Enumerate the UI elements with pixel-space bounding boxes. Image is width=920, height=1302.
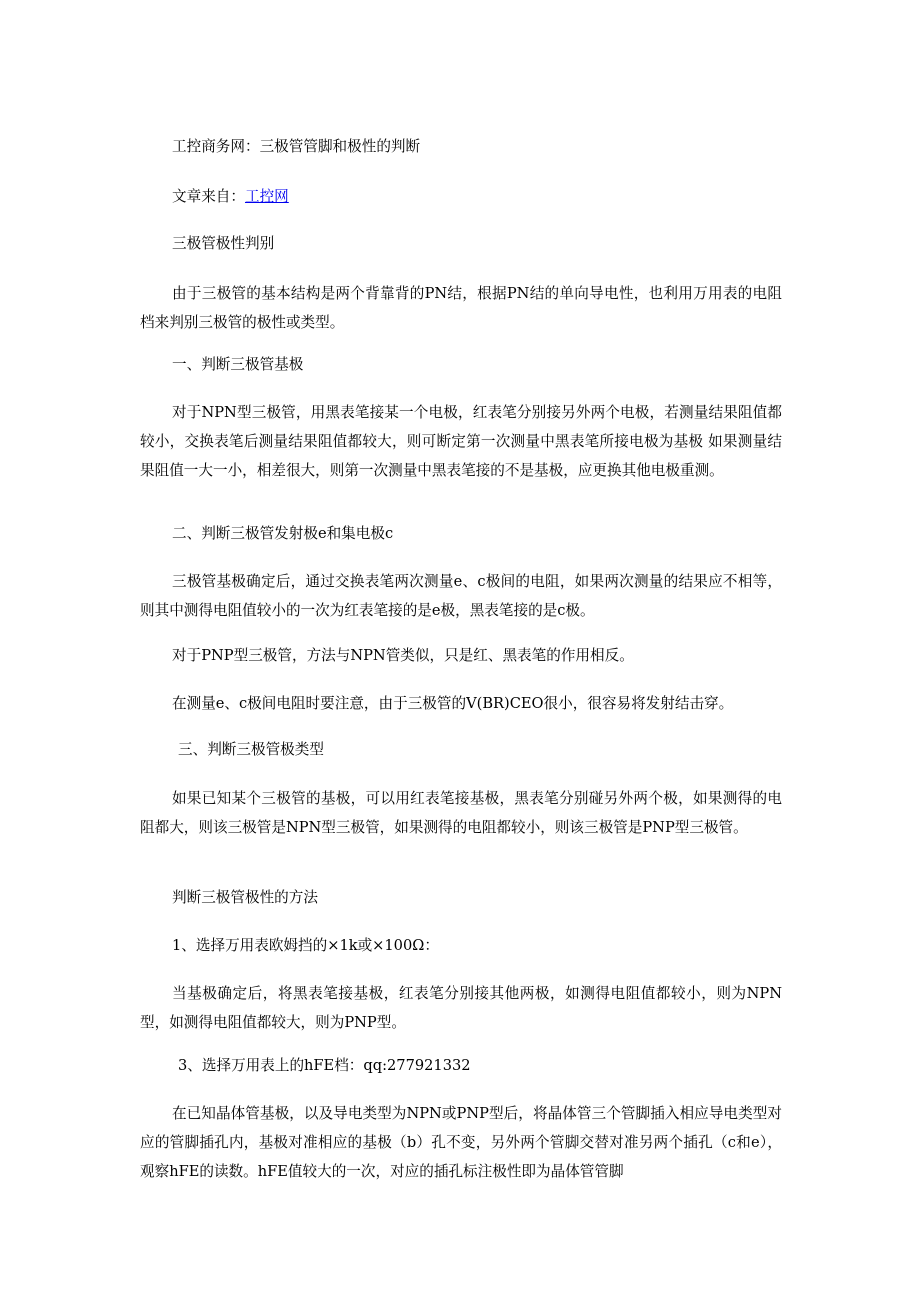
- method3-heading: 3、选择万用表上的hFE档：qq:277921332: [178, 1057, 471, 1074]
- step1-paragraph: 对于NPN型三极管，用黑表笔接某一个电极，红表笔分别接另外两个电极，若测量结果阻值都较小，交换表笔后测量结果阻值都较大，则可断定第一次测量中黑表笔所接电极为基极 如果测量结果阻值一大一小，相差很大，则第一次测量中黑表笔接的不是基极，应更换其他电极重测。: [140, 404, 782, 479]
- intro-paragraph: 由于三极管的基本结构是两个背靠背的PN结，根据PN结的单向导电性，也利用万用表的电阻档来判别三极管的极性或类型。: [140, 285, 782, 331]
- source-line: [140, 182, 782, 211]
- source-label: 文章来自：: [172, 188, 245, 205]
- method1-heading: 1、选择万用表欧姆挡的×1k或×100Ω：: [172, 937, 439, 954]
- step3-paragraph: 如果已知某个三极管的基极，可以用红表笔接基极，黑表笔分别碰另外两个极，如果测得的电阻都大，则该三极管是NPN型三极管，如果测得的电阻都较小，则该三极管是PNP型三极管。: [140, 790, 782, 836]
- source-link[interactable]: 工控网: [244, 188, 289, 205]
- section-heading-polarity: 三极管极性判别: [172, 235, 275, 252]
- method1-paragraph: 当基极确定后，将黑表笔接基极，红表笔分别接其他两极，如测得电阻值都较小，则为NPN型，如测得电阻值都较大，则为PNP型。: [140, 985, 782, 1031]
- document-title: 工控商务网：三极管管脚和极性的判断: [172, 138, 421, 155]
- method3-paragraph: 在已知晶体管基极，以及导电类型为NPN或PNP型后，将晶体管三个管脚插入相应导电类型对应的管脚插孔内，基极对准相应的基极（b）孔不变，另外两个管脚交替对准另两个插孔（c和e），观察hFE的读数。hFE值较大的一次，对应的插孔标注极性即为晶体管管脚: [140, 1105, 782, 1180]
- pnp-note-paragraph: 对于PNP型三极管，方法与NPN管类似，只是红、黑表笔的作用相反。: [172, 647, 634, 664]
- step1-heading: 一、判断三极管基极: [172, 356, 304, 373]
- caution-paragraph: 在测量e、c极间电阻时要注意，由于三极管的V(BR)CEO很小，很容易将发射结击穿。: [172, 695, 734, 712]
- method-heading: 判断三极管极性的方法: [172, 889, 318, 906]
- step3-heading: 三、判断三极管极类型: [178, 741, 324, 758]
- step2-heading: 二、判断三极管发射极e和集电极c: [172, 525, 394, 542]
- step2-paragraph: 三极管基极确定后，通过交换表笔两次测量e、c极间的电阻，如果两次测量的结果应不相等，则其中测得电阻值较小的一次为红表笔接的是e极，黑表笔接的是c极。: [140, 573, 782, 619]
